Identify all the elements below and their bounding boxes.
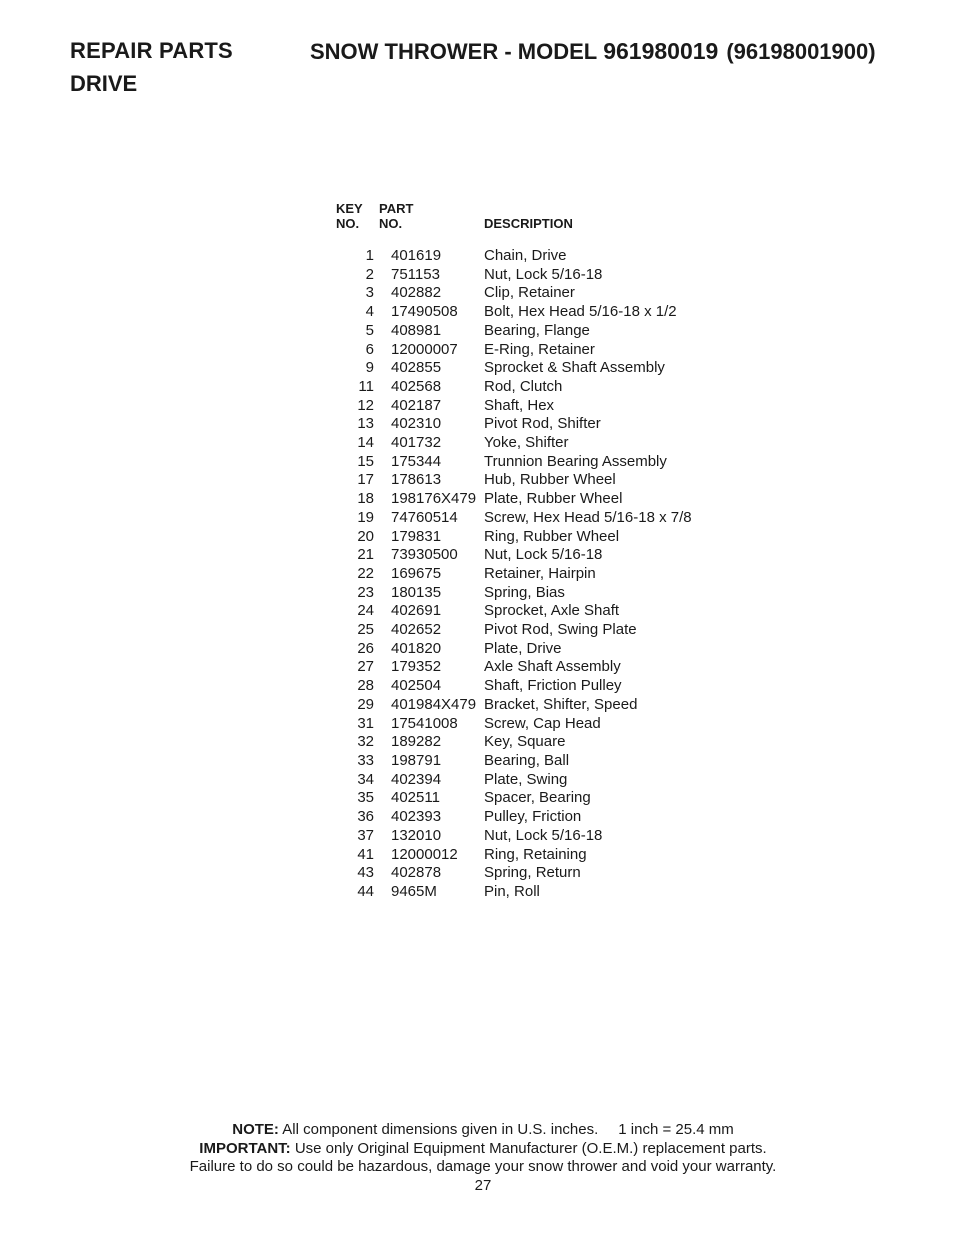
key-no-cell: 6 <box>365 340 374 358</box>
description-cell: Trunnion Bearing Assembly <box>484 452 667 470</box>
description-cell: Yoke, Shifter <box>484 434 569 452</box>
part-no-cell: 402187 <box>391 396 442 414</box>
note-text: All component dimensions given in U.S. inches. <box>282 1121 599 1138</box>
description-header: DESCRIPTION <box>484 216 573 231</box>
description-cell: Bearing, Ball <box>484 751 570 769</box>
description-cell: Plate, Rubber Wheel <box>484 490 623 508</box>
description-cell: Spring, Bias <box>484 583 565 601</box>
key-no-cell: 29 <box>357 695 374 713</box>
key-no-cell: 27 <box>357 658 374 676</box>
part-no-cell: 401732 <box>391 434 442 452</box>
description-cell: Clip, Retainer <box>484 284 575 302</box>
key-no-cell: 36 <box>357 808 374 826</box>
part-no-cell: 402691 <box>391 602 442 620</box>
key-no-cell: 35 <box>357 789 374 807</box>
part-no-cell: 402393 <box>391 808 442 826</box>
description-cell: Plate, Drive <box>484 639 562 657</box>
table-row <box>332 602 692 621</box>
key-no-cell: 25 <box>357 621 374 639</box>
part-no-cell: 402568 <box>391 377 442 395</box>
part-no-cell: 401619 <box>391 247 442 264</box>
part-no-cell: 402511 <box>391 789 440 807</box>
table-row <box>332 341 692 360</box>
important-line <box>0 1140 954 1159</box>
key-no-cell: 13 <box>357 415 374 433</box>
part-no-cell: 179352 <box>391 658 442 676</box>
key-no-cell: 9 <box>365 359 374 377</box>
key-no-cell: 1 <box>365 247 374 264</box>
table-row <box>332 789 692 808</box>
key-no-cell: 28 <box>357 677 374 695</box>
description-cell: Nut, Lock 5/16-18 <box>484 265 603 283</box>
key-no-cell: 20 <box>357 527 374 545</box>
part-no-cell: 73930500 <box>391 546 458 564</box>
key-header-line1: KEY <box>336 201 363 216</box>
part-no-cell: 17541008 <box>391 714 458 732</box>
key-no-cell: 23 <box>357 583 374 601</box>
key-no-cell: 31 <box>357 714 374 732</box>
description-cell: Spacer, Bearing <box>484 789 591 807</box>
part-no-cell: 74760514 <box>391 508 458 526</box>
description-cell: Screw, Hex Head 5/16-18 x 7/8 <box>484 508 692 526</box>
table-row <box>332 266 692 285</box>
description-cell: Pulley, Friction <box>484 808 582 826</box>
table-row <box>332 509 692 528</box>
table-row <box>332 584 692 603</box>
table-row <box>332 846 692 865</box>
note-label: NOTE: <box>232 1121 279 1138</box>
part-no-cell: 178613 <box>391 471 442 489</box>
description-cell: Screw, Cap Head <box>484 714 601 732</box>
table-row <box>332 471 692 490</box>
part-header-line2: NO. <box>379 216 403 231</box>
description-cell: Key, Square <box>484 733 566 751</box>
description-cell: Pin, Roll <box>484 882 540 900</box>
part-no-cell: 198176X479 <box>391 490 477 508</box>
page-number: 27 <box>474 1176 492 1194</box>
table-row <box>332 883 692 902</box>
important-label: IMPORTANT: <box>199 1139 291 1157</box>
part-no-cell: 402855 <box>391 359 442 377</box>
important-text: Use only Original Equipment Manufacturer (O.E.M.) replacement parts. <box>294 1139 767 1157</box>
table-row <box>332 322 692 341</box>
product-name: SNOW THROWER - MODEL <box>310 39 598 64</box>
part-no-cell: 189282 <box>391 733 442 751</box>
part-no-cell: 169675 <box>391 564 442 582</box>
description-cell: Shaft, Hex <box>484 396 555 414</box>
part-no-cell: 408981 <box>391 321 442 339</box>
table-row <box>332 640 692 659</box>
description-cell: Bolt, Hex Head 5/16-18 x 1/2 <box>484 303 677 321</box>
description-cell: Bracket, Shifter, Speed <box>484 695 638 713</box>
part-no-cell: 401984X479 <box>391 695 477 713</box>
key-no-cell: 22 <box>357 564 374 582</box>
key-no-cell: 3 <box>365 284 374 302</box>
description-cell: Axle Shaft Assembly <box>484 658 621 676</box>
warning-line: Failure to do so could be hazardous, damage your snow thrower and void your warranty. <box>189 1158 777 1175</box>
table-row <box>332 715 692 734</box>
key-no-cell: 24 <box>357 602 374 620</box>
part-no-cell: 402882 <box>391 284 442 302</box>
description-cell: Ring, Retaining <box>484 845 587 863</box>
note-line <box>0 1121 954 1140</box>
table-row <box>332 397 692 416</box>
part-no-cell: 9465M <box>391 882 437 900</box>
section-title: DRIVE <box>70 71 138 96</box>
description-cell: Nut, Lock 5/16-18 <box>484 826 603 844</box>
key-no-cell: 11 <box>358 377 374 395</box>
model-alt-number: (96198001900) <box>726 39 876 64</box>
part-no-cell: 179831 <box>391 527 442 545</box>
part-no-cell: 751153 <box>391 265 440 283</box>
table-row <box>332 827 692 846</box>
part-no-cell: 402878 <box>391 864 442 882</box>
footer-notes <box>0 1121 954 1195</box>
description-cell: Rod, Clutch <box>484 377 563 395</box>
part-no-cell: 17490508 <box>391 303 458 321</box>
key-no-cell: 37 <box>357 826 374 844</box>
key-no-cell: 18 <box>357 490 374 508</box>
table-row <box>332 696 692 715</box>
key-no-cell: 5 <box>365 321 374 339</box>
description-cell: Pivot Rod, Swing Plate <box>484 621 637 639</box>
part-no-cell: 402310 <box>391 415 442 433</box>
table-row <box>332 303 692 322</box>
description-cell: E-Ring, Retainer <box>484 340 595 358</box>
part-no-cell: 12000012 <box>391 845 458 863</box>
part-no-cell: 180135 <box>391 583 442 601</box>
description-cell: Shaft, Friction Pulley <box>484 677 622 695</box>
description-cell: Plate, Swing <box>484 770 568 788</box>
model-number: 961980019 <box>603 38 719 64</box>
table-row <box>332 621 692 640</box>
key-no-cell: 2 <box>365 265 374 283</box>
parts-table-body <box>332 247 692 902</box>
key-no-cell: 43 <box>357 864 374 882</box>
conversion-text: 1 inch = 25.4 mm <box>618 1121 734 1138</box>
key-no-cell: 19 <box>357 508 374 526</box>
table-row <box>332 771 692 790</box>
table-row <box>332 752 692 771</box>
key-no-cell: 4 <box>365 303 374 321</box>
table-row <box>332 378 692 397</box>
table-header-row <box>332 183 692 247</box>
table-row <box>332 733 692 752</box>
part-no-cell: 132010 <box>391 826 442 844</box>
table-row <box>332 677 692 696</box>
description-cell: Ring, Rubber Wheel <box>484 527 620 545</box>
part-no-cell: 402504 <box>391 677 442 695</box>
part-no-cell: 12000007 <box>391 340 458 358</box>
table-row <box>332 546 692 565</box>
table-row <box>332 658 692 677</box>
part-header-line1: PART <box>379 201 414 216</box>
description-cell: Retainer, Hairpin <box>484 564 596 582</box>
page-title: REPAIR PARTS <box>70 38 233 63</box>
table-row <box>332 490 692 509</box>
table-row <box>332 415 692 434</box>
description-cell: Chain, Drive <box>484 247 567 264</box>
part-no-cell: 402652 <box>391 621 442 639</box>
key-no-cell: 26 <box>357 639 374 657</box>
part-no-header <box>374 183 484 247</box>
part-no-cell: 402394 <box>391 770 442 788</box>
key-no-cell: 34 <box>357 770 374 788</box>
parts-table <box>332 183 692 902</box>
part-no-cell: 175344 <box>391 452 442 470</box>
key-no-cell: 41 <box>357 845 374 863</box>
table-row <box>332 453 692 472</box>
table-row <box>332 434 692 453</box>
table-row <box>332 864 692 883</box>
key-no-cell: 12 <box>357 396 374 414</box>
description-cell: Hub, Rubber Wheel <box>484 471 616 489</box>
table-row <box>332 528 692 547</box>
description-cell: Pivot Rod, Shifter <box>484 415 601 433</box>
table-row <box>332 565 692 584</box>
table-row <box>332 247 692 266</box>
key-no-cell: 15 <box>357 452 374 470</box>
table-row <box>332 359 692 378</box>
key-no-cell: 21 <box>357 546 374 564</box>
key-no-cell: 17 <box>357 471 374 489</box>
description-cell: Sprocket, Axle Shaft <box>484 602 620 620</box>
key-no-cell: 32 <box>357 733 374 751</box>
description-cell: Bearing, Flange <box>484 321 590 339</box>
table-row <box>332 808 692 827</box>
description-cell: Sprocket & Shaft Assembly <box>484 359 665 377</box>
key-no-header <box>332 183 374 247</box>
part-no-cell: 198791 <box>391 751 442 769</box>
description-cell: Spring, Return <box>484 864 581 882</box>
key-header-line2: NO. <box>336 216 360 231</box>
product-heading <box>310 38 876 65</box>
key-no-cell: 14 <box>357 434 374 452</box>
table-row <box>332 284 692 303</box>
description-cell: Nut, Lock 5/16-18 <box>484 546 603 564</box>
key-no-cell: 44 <box>357 882 374 900</box>
key-no-cell: 33 <box>357 751 374 769</box>
part-no-cell: 401820 <box>391 639 442 657</box>
